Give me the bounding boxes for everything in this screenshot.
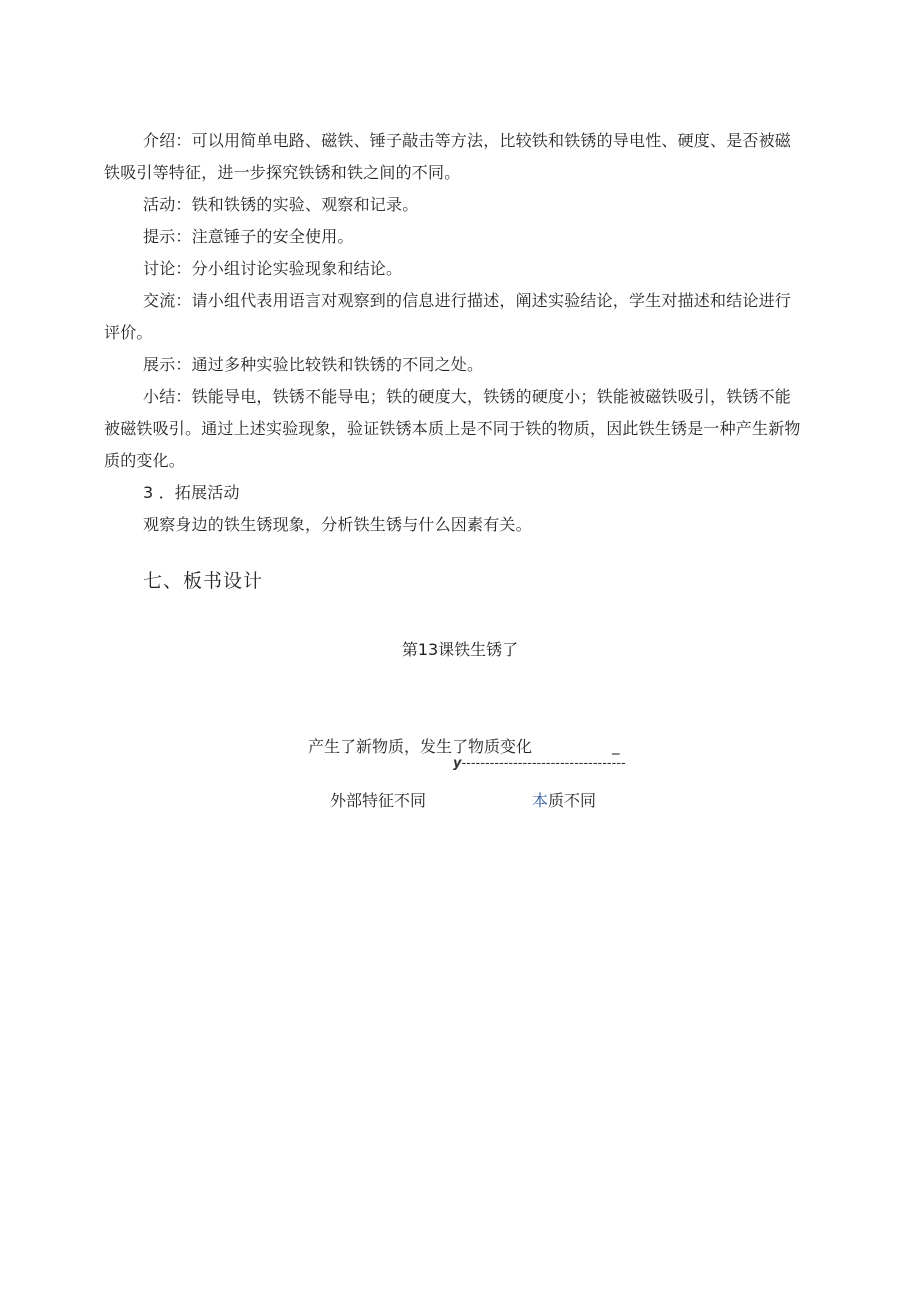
board-arrow-dashes [453,756,626,772]
summary-paragraph-line1: 小结：铁能导电，铁锈不能导电；铁的硬度大，铁锈的硬度小；铁能被磁铁吸引，铁锈不能 [143,387,792,406]
intro-paragraph-line2: 铁吸引等特征，进一步探究铁锈和铁之间的不同。 [104,163,461,182]
essence-first-char: 本 [532,791,549,810]
extension-title: 3 ．拓展活动 [143,483,240,502]
intro-paragraph-line1: 介绍：可以用简单电路、磁铁、锤子敲击等方法，比较铁和铁锈的导电性、硬度、是否被磁 [143,131,792,150]
activity-paragraph: 活动：铁和铁锈的实验、观察和记录。 [143,195,419,214]
board-title: 第13课铁生锈了 [401,640,519,659]
summary-paragraph-line3: 质的变化。 [104,451,186,470]
dash-line: ----------------------------------- [461,756,626,771]
display-paragraph: 展示：通过多种实验比较铁和铁锈的不同之处。 [143,355,484,374]
board-line-new-substance: 产生了新物质，发生了物质变化 [308,737,533,756]
section-heading: 七、板书设计 [143,570,264,592]
essence-rest: 质不同 [548,791,597,810]
board-label-external: 外部特征不同 [330,791,427,810]
exchange-paragraph-line2: 评价。 [104,323,153,342]
arrow-letter: y [453,756,462,771]
board-label-essence [532,788,596,814]
exchange-paragraph-line1: 交流：请小组代表用语言对观察到的信息进行描述，阐述实验结论，学生对描述和结论进行 [143,291,792,310]
summary-paragraph-line2: 被磁铁吸引。通过上述实验现象，验证铁锈本质上是不同于铁的物质，因此铁生锈是一种产生新物 [104,419,801,438]
board-underline-mark: _ [612,737,620,755]
discussion-paragraph: 讨论：分小组讨论实验现象和结论。 [143,259,403,278]
extension-text: 观察身边的铁生锈现象，分析铁生锈与什么因素有关。 [143,515,532,534]
tip-paragraph: 提示：注意锤子的安全使用。 [143,227,354,246]
